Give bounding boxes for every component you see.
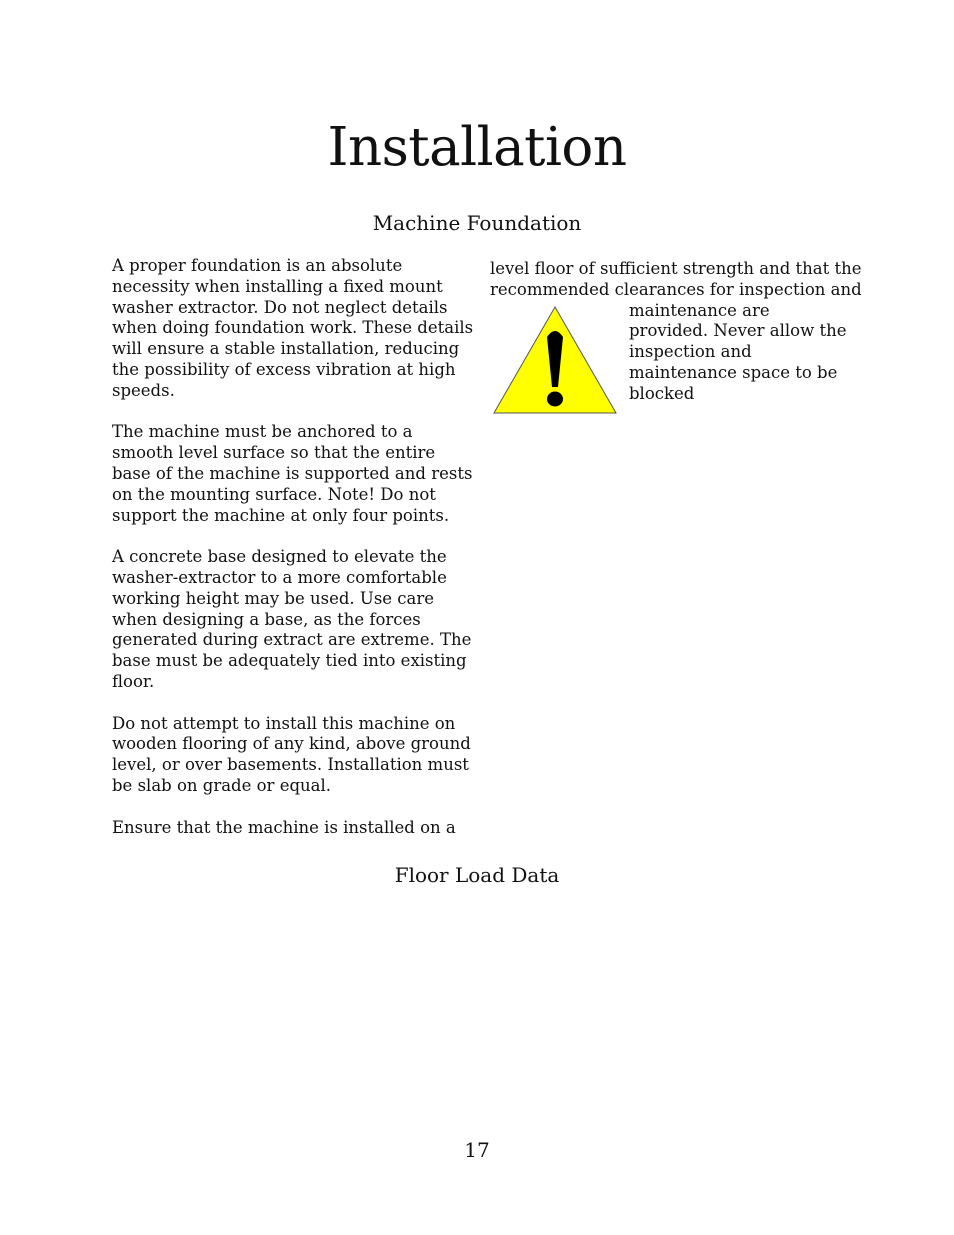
right-column [490, 259, 862, 421]
paragraph-foundation-necessity: A proper foundation is an absolute necessity when installing a fixed mount washer extractor. Do not neglect details when doing foundation work. These details will ensure a stable installation, reducing the possibility of excess vibration at high speeds. [112, 256, 474, 400]
warning-block [490, 301, 850, 421]
paragraph-anchoring: The machine must be anchored to a smooth level surface so that the entire base of the machine is supported and rests on the mounting surface. Note! Do not support the machine at only four points. [112, 422, 473, 525]
section-heading-floor-load-data: Floor Load Data [394, 863, 560, 887]
page-number: 17 [464, 1138, 490, 1162]
paragraph-ensure-installed: Ensure that the machine is installed on a [112, 817, 456, 837]
paragraph-concrete-base: A concrete base designed to elevate the washer-extractor to a more comfortable working height may be used. Use care when designing a base, as the forces generated during extract are extreme. The base must be adequately tied into existing floor. [112, 547, 472, 691]
warning-text: maintenance are provided. Never allow the inspection and maintenance space to be blocked [629, 300, 847, 403]
paragraph-wooden-flooring: Do not attempt to install this machine on wooden flooring of any kind, above ground level, or over basements. Installation must be slab on grade or equal. [112, 713, 471, 795]
exclamation-warning-triangle-icon [492, 305, 618, 416]
right-column-line-2: recommended clearances for inspection and [490, 279, 862, 299]
page-title: Installation [327, 117, 627, 178]
left-column [112, 256, 477, 859]
section-heading-machine-foundation: Machine Foundation [372, 211, 582, 235]
right-column-line-1: level floor of sufficient strength and that the [490, 259, 862, 278]
